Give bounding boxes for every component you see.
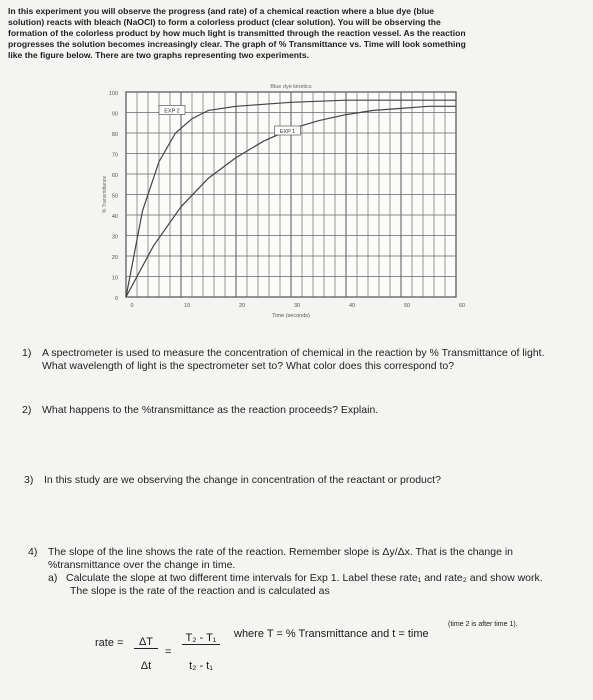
chart-title: Blue dye kinetics [270, 84, 312, 90]
x-tick-label: 10 [183, 303, 191, 309]
question-text: What happens to the %transmittance as the reaction proceeds? Explain. [42, 404, 379, 416]
x-tick-label: 40 [348, 303, 356, 309]
question-1 [22, 347, 582, 373]
y-tick-label: 30 [111, 234, 118, 241]
delta-t-upper: ΔT [134, 636, 158, 649]
y-tick-label: 50 [111, 193, 118, 200]
x-tick-label: 30 [293, 303, 301, 309]
intro-line: In this experiment you will observe the progress (and rate) of a chemical reaction where a blue dye (blue [8, 6, 434, 16]
question-text: %transmittance over the change in time. [48, 559, 236, 571]
y-tick-label: 40 [111, 214, 118, 220]
question-text: The slope of the line shows the rate of the reaction. Remember slope is Δy/Δx. That is the change in [48, 546, 513, 558]
y-tick-label: 70 [111, 152, 118, 159]
delta-t-lower: Δt [140, 660, 152, 672]
question-text: In this study are we observing the change in concentration of the reactant or product? [44, 474, 441, 486]
subquestion-label: a) [48, 572, 58, 584]
y-tick-label: 100 [108, 91, 118, 97]
question-number: 2) [22, 404, 32, 416]
y-tick-label: 60 [111, 173, 118, 179]
x-tick-label: 20 [238, 303, 246, 309]
y-tick-label: 0 [114, 296, 118, 302]
formula-where: where T = % Transmittance and t = time [234, 628, 429, 640]
question-2 [22, 404, 582, 417]
question-4 [28, 546, 588, 598]
x-tick-label: 60 [458, 303, 466, 309]
question-text: What wavelength of light is the spectrometer set to? What color does this correspond to? [42, 360, 455, 372]
series-label: EXP 1 [279, 129, 296, 135]
question-number: 1) [22, 347, 32, 359]
y-tick-label: 90 [111, 111, 118, 118]
formula-denominator: t₂ - t₁ [189, 660, 213, 672]
formula-numerator: T₂ - T₁ [182, 632, 220, 645]
question-number: 3) [24, 474, 34, 486]
question-number: 4) [28, 546, 38, 558]
question-text: Calculate the slope at two different time intervals for Exp 1. Label these rate₁ and rate₂ and show work. [66, 572, 543, 584]
intro-paragraph [8, 6, 568, 61]
formula-note: (time 2 is after time 1). [448, 621, 518, 628]
y-tick-label: 20 [111, 255, 118, 261]
intro-line: like the figure below. There are two graphs representing two experiments. [8, 50, 310, 60]
series-label: EXP 2 [164, 108, 180, 115]
x-tick-label: 0 [130, 303, 134, 309]
x-axis-label: Time (seconds) [272, 313, 310, 319]
y-axis-label: % Transmittance [102, 175, 108, 214]
intro-line: progresses the solution becomes increasingly clear. The graph of % Transmittance vs. Time will look something [8, 39, 466, 49]
intro-line: formation of the colorless product by how much light is transmitted through the reaction vessel. As the reaction [8, 28, 466, 38]
y-tick-label: 10 [111, 275, 118, 282]
x-tick-label: 50 [403, 303, 411, 309]
y-tick-label: 80 [111, 132, 118, 138]
rate-label: rate = [95, 637, 124, 649]
chart-svg [80, 78, 480, 328]
question-text: A spectrometer is used to measure the concentration of chemical in the reaction by % Transmittance of light. [42, 347, 545, 359]
question-3 [24, 474, 584, 487]
intro-line: solution) reacts with bleach (NaOCl) to form a colorless product (clear solution). You will be observing the [8, 17, 441, 27]
kinetics-chart [80, 78, 480, 328]
equals-sign: = [165, 646, 172, 658]
question-text: The slope is the rate of the reaction and is calculated as [70, 585, 330, 597]
